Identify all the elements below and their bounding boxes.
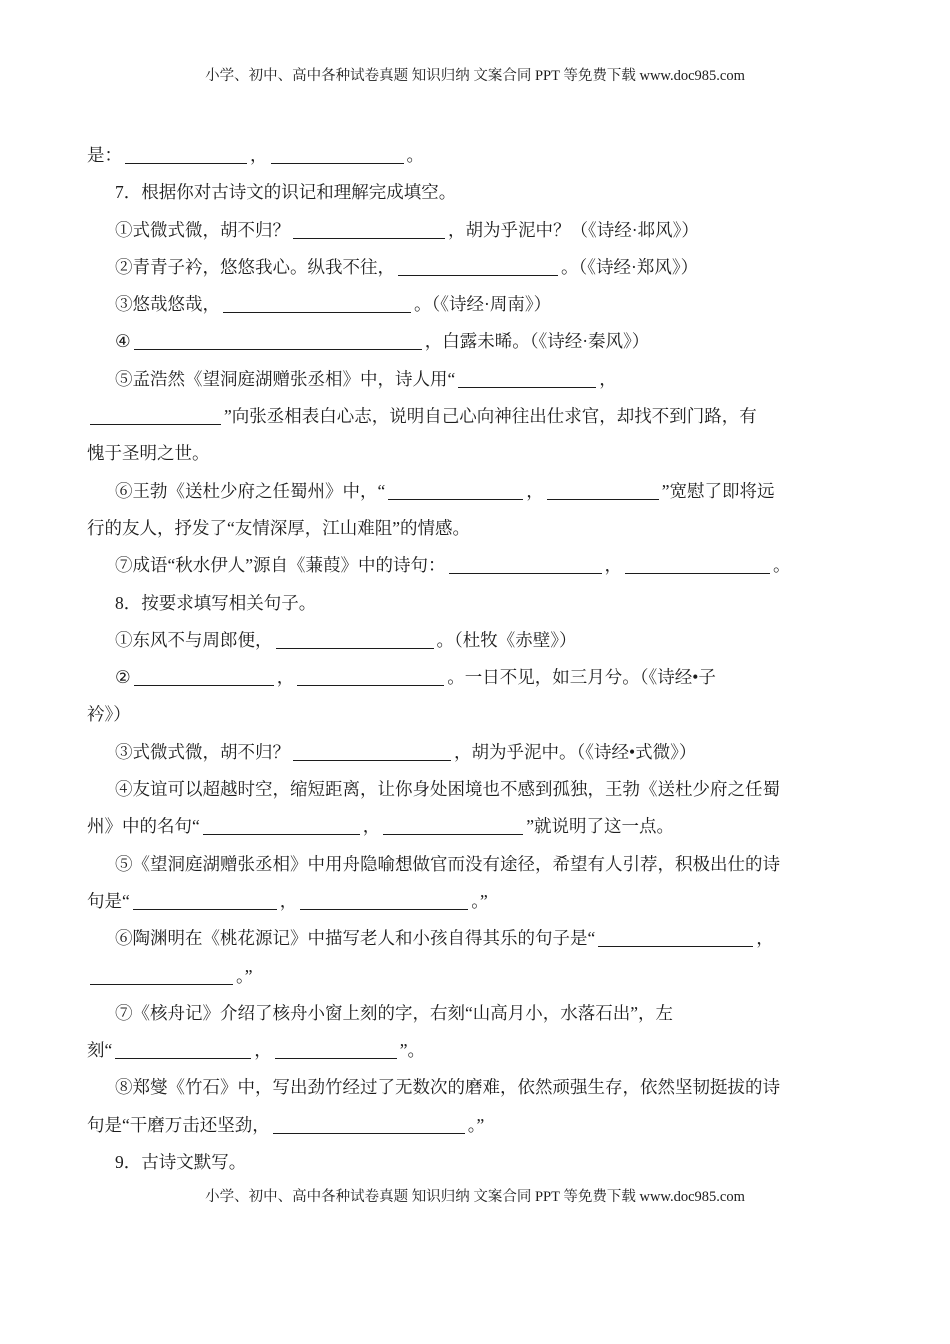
blank-underline [293,224,445,239]
text-segment: ， [526,480,544,501]
text-segment: 7．根据你对古诗文的识记和理解完成填空。 [115,182,457,203]
blank-underline [125,149,247,164]
text-line [87,1144,865,1181]
text-segment: 。 [773,555,791,576]
text-line [87,920,865,957]
text-segment: ， [599,368,617,389]
blank-underline [458,373,596,388]
blank-underline [388,485,523,500]
text-segment: 。 [406,145,424,165]
blank-underline [275,1044,397,1059]
text-line [87,398,865,435]
blank-underline [134,671,274,686]
blank-underline [134,335,422,350]
text-segment: 句是“干磨万击还坚劲， [87,1114,270,1135]
text-segment: ”。 [399,1040,426,1061]
text-segment: 。” [236,965,253,986]
text-segment: ⑦《核舟记》介绍了核舟小窗上刻的字，右刻“山高月小，水落石出”，左 [115,1002,674,1023]
text-segment: ①东风不与周郎便， [115,629,273,650]
text-line [87,473,865,510]
blank-underline [449,559,602,574]
text-segment: 。（杜牧《赤壁》） [436,629,577,650]
blank-underline [271,149,404,164]
text-segment: ， [250,145,268,165]
text-segment: 愧于圣明之世。 [87,443,210,464]
text-segment: ③悠哉悠哉， [115,294,220,315]
header-watermark: 小学、初中、高中各种试卷真题 知识归纳 文案合同 PPT 等免费下载 www.doc985.com [205,68,745,84]
text-line [87,174,865,211]
text-line [87,659,865,696]
text-segment: ② [115,667,131,688]
text-segment: ，胡为乎泥中。（《诗经•式微》） [454,741,697,762]
text-line [87,137,865,174]
text-segment: 。（《诗经·周南》） [414,294,552,315]
text-segment: ⑤孟浩然《望洞庭湖赠张丞相》中，诗人用“ [115,368,456,389]
text-segment: ⑧郑燮《竹石》中，写出劲竹经过了无数次的磨难，依然顽强生存，依然坚韧挺拔的诗 [115,1077,780,1098]
text-line [87,286,865,323]
text-segment: 8．按要求填写相关句子。 [115,592,317,613]
blank-underline [300,895,468,910]
text-segment: 。一日不见，如三月兮。（《诗经•子 [447,667,716,688]
footer-watermark: 小学、初中、高中各种试卷真题 知识归纳 文案合同 PPT 等免费下载 www.doc985.com [205,1189,745,1205]
blank-underline [625,559,770,574]
text-segment: ， [254,1040,272,1061]
text-segment: ， [362,816,381,837]
text-line [87,361,865,398]
text-line [87,249,865,286]
document-body [87,137,865,1181]
blank-underline [398,261,558,276]
text-segment: ①式微式微，胡不归？ [115,219,290,240]
text-segment: ④友谊可以超越时空，缩短距离，让你身处困境也不感到孤独，王勃《送杜少府之任蜀 [115,779,780,800]
blank-underline [223,298,411,313]
text-line [87,510,865,547]
text-line [87,846,865,883]
blank-underline [203,820,360,835]
blank-underline [547,485,659,500]
text-segment: ④ [115,331,131,352]
blank-underline [383,820,523,835]
text-segment: ⑥王勃《送杜少府之任蜀州》中，“ [115,480,386,501]
text-segment: 衿》） [87,704,131,725]
blank-underline [90,410,221,425]
text-segment: ”就说明了这一点。 [526,816,675,837]
blank-underline [133,895,277,910]
text-segment: ⑦成语“秋水伊人”源自《蒹葭》中的诗句： [115,555,446,576]
text-line [87,771,865,808]
text-segment: ， [756,928,774,949]
text-line [87,808,865,845]
text-line [87,696,865,733]
text-segment: 刻“ [87,1040,113,1061]
text-segment: 州》中的名句“ [87,816,200,837]
text-segment: 9．古诗文默写。 [115,1152,247,1173]
text-segment: 行的友人，抒发了“友情深厚，江山难阻”的情感。 [87,517,471,538]
text-line [87,1107,865,1144]
blank-underline [90,970,233,985]
blank-underline [598,932,753,947]
blank-underline [293,746,451,761]
text-line [87,547,865,584]
text-segment: 。” [467,1114,485,1135]
blank-underline [276,634,434,649]
text-line [87,212,865,249]
text-segment: ”向张丞相表白心志，说明自己心向神往出仕求官，却找不到门路，有 [224,406,757,427]
text-segment: 。” [471,890,488,911]
text-line [87,1069,865,1106]
text-segment: ， [604,555,623,576]
text-line [87,958,865,995]
text-line [87,883,865,920]
text-segment: ⑤《望洞庭湖赠张丞相》中用舟隐喻想做官而没有途径，希望有人引荐，积极出仕的诗 [115,853,780,874]
text-segment: ，白露未晞。（《诗经·秦风》） [424,331,650,352]
text-segment: ⑥陶渊明在《桃花源记》中描写老人和小孩自得其乐的句子是“ [115,928,596,949]
text-segment: ， [279,890,298,911]
text-line [87,323,865,360]
text-segment: 。（《诗经·郑风》） [561,256,699,277]
blank-underline [115,1044,251,1059]
text-segment: 句是“ [87,890,130,911]
blank-underline [273,1119,465,1134]
blank-underline [297,671,444,686]
text-segment: ， [276,667,295,688]
text-line [87,585,865,622]
text-segment: 是： [87,145,122,165]
text-segment: ②青青子衿，悠悠我心。纵我不往， [115,256,395,277]
text-line [87,435,865,472]
text-segment: ，胡为乎泥中？（《诗经·邶风》） [448,219,699,240]
text-line [87,622,865,659]
text-segment: ”宽慰了即将远 [661,480,775,501]
text-line [87,734,865,771]
text-segment: ③式微式微，胡不归？ [115,741,290,762]
text-line [87,1032,865,1069]
text-line [87,995,865,1032]
